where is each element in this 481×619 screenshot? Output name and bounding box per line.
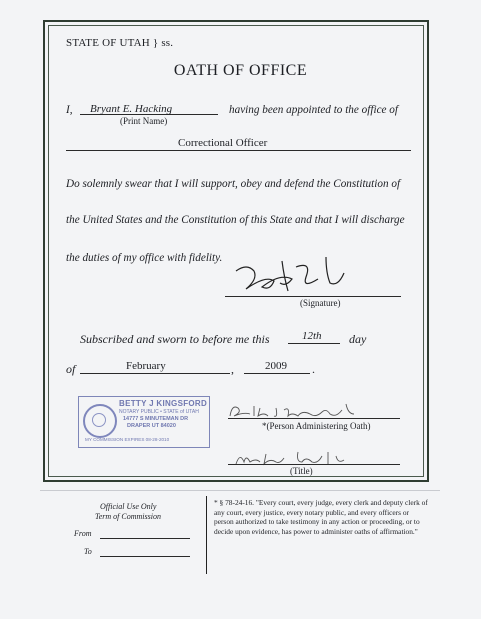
appointment-text: having been appointed to the office of xyxy=(229,104,399,116)
administering-caption: *(Person Administering Oath) xyxy=(262,421,371,431)
title-caption: (Title) xyxy=(290,466,313,476)
appointee-signature xyxy=(222,253,352,299)
sworn-period: . xyxy=(312,362,315,376)
sworn-month: February xyxy=(126,360,166,372)
signature-caption: (Signature) xyxy=(300,298,341,308)
notary-stamp xyxy=(78,396,210,448)
sworn-day: 12th xyxy=(302,330,322,342)
state-line: STATE OF UTAH } ss. xyxy=(66,37,174,49)
office-underline xyxy=(66,150,411,151)
official-use-heading: Official Use Only xyxy=(100,502,157,511)
office-title: Correctional Officer xyxy=(178,137,268,149)
stamp-line-4: DRAPER UT 84020 xyxy=(127,423,176,429)
notary-seal-icon xyxy=(83,404,117,438)
term-heading: Term of Commission xyxy=(95,512,161,521)
to-label: To xyxy=(84,547,92,556)
prefix-i: I, xyxy=(66,104,73,116)
stamp-line-3: 14777 S MINUTEMAN DR xyxy=(123,416,189,422)
day-underline xyxy=(288,343,340,344)
day-label: day xyxy=(349,332,367,346)
stamp-line-2: NOTARY PUBLIC • STATE of UTAH xyxy=(119,409,199,415)
year-underline xyxy=(244,373,310,374)
section-divider xyxy=(206,496,207,574)
signature-line xyxy=(225,296,401,297)
bottom-rule xyxy=(40,490,440,491)
statute-text: * § 78-24-16. "Every court, every judge, every clerk and deputy clerk of any court, every justice, every notary public, and every officers or person authorized to take testimony in any action or proceeding, or to decide upon evidence, has power to administer oaths of affirmation." xyxy=(214,498,428,536)
sworn-year: 2009 xyxy=(265,360,287,372)
from-field[interactable] xyxy=(100,538,190,539)
month-underline xyxy=(80,373,230,374)
oath-line-3: the duties of my office with fidelity. xyxy=(66,252,223,264)
of-label: of xyxy=(66,362,76,376)
sworn-comma: , xyxy=(231,362,234,376)
sworn-text: Subscribed and sworn to before me this xyxy=(80,332,270,346)
oath-line-1: Do solemnly swear that I will support, obey and defend the Constitution of xyxy=(66,178,401,190)
title-line xyxy=(228,464,400,465)
print-name-caption: (Print Name) xyxy=(120,116,168,126)
administering-line xyxy=(228,418,400,419)
oath-line-2: the United States and the Constitution of this State and that I will discharge xyxy=(66,214,405,226)
appointee-name: Bryant E. Hacking xyxy=(90,103,173,115)
to-field[interactable] xyxy=(100,556,190,557)
title-handwriting xyxy=(232,448,372,468)
from-label: From xyxy=(74,529,92,538)
stamp-line-5: MY COMMISSION EXPIRES 08-28-2010 xyxy=(85,437,170,442)
stamp-name: BETTY J KINGSFORD xyxy=(119,399,208,408)
document-title: OATH OF OFFICE xyxy=(173,62,308,79)
